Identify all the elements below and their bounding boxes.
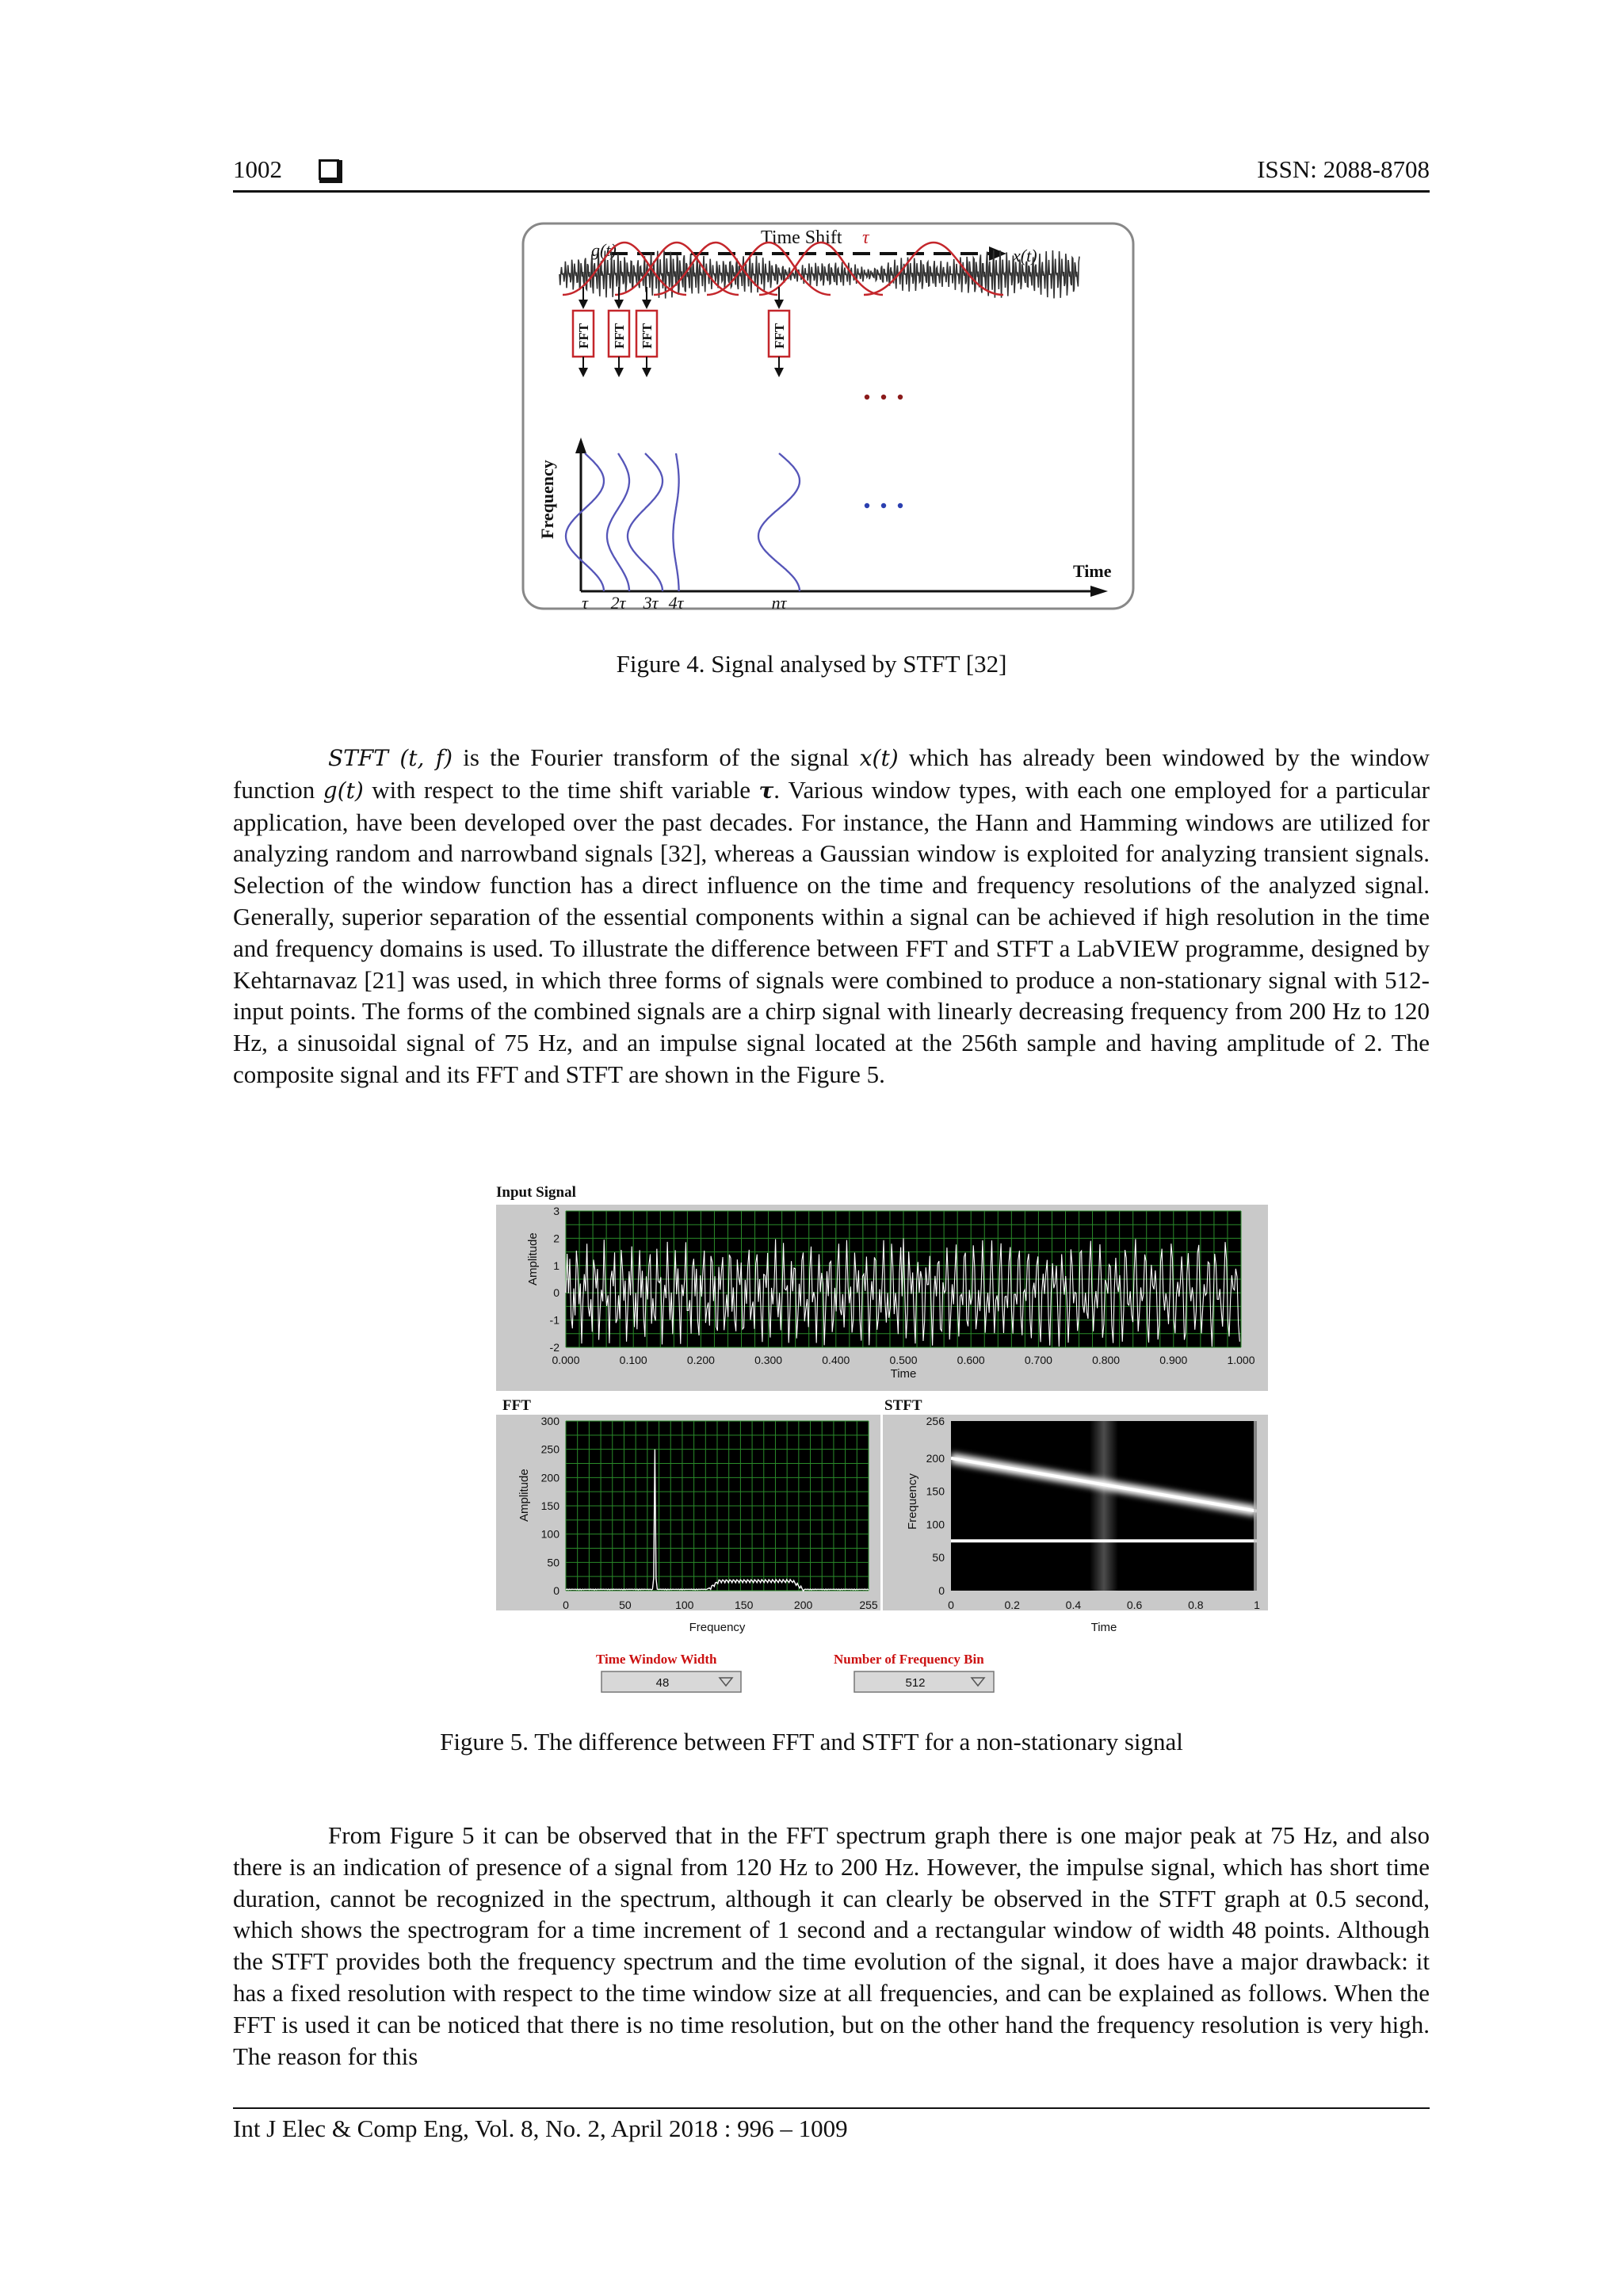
time-tick-label: 4τ — [668, 593, 684, 610]
x-label: x(t) — [1013, 246, 1037, 266]
x-tick-label: 200 — [793, 1599, 813, 1611]
stft-impulse-band — [1090, 1421, 1118, 1591]
paragraph-1: STFT (t, f) is the Fourier transform of the signal x(t) which has already been windowed by the window function g(t) with respect to the time shift variable τ. Various window types, with each one employed for a particular application, have been developed over the past decades. For instance, the Hann and Hamming windows are utilized for analyzing random and narrowband signals [32], whereas a Gaussian window is exploited for analyzing transient signals. Selection of the window function has a direct influence on the time and frequency resolutions of the analyzed signal. Generally, superior separation of the essential components within a signal can be achieved if high resolution in the time and frequency domains is used. To illustrate the difference between FFT and STFT a LabVIEW programme, designed by Kehtarnavaz [21] was used, in which three forms of signals were combined to produce a non-stationary signal with 512-input points. The forms of the combined signals are a chirp signal with linearly decreasing frequency from 200 Hz to 120 Hz, a sinusoidal signal of 75 Hz, and an impulse signal located at the 256th sample and having amplitude of 2. The composite signal and its FFT and STFT are shown in the Figure 5. — [233, 743, 1430, 1088]
y-tick-label: -2 — [549, 1341, 559, 1354]
y-tick-label: 150 — [926, 1484, 945, 1498]
y-tick-label: 100 — [926, 1518, 945, 1531]
input-x-label: Time — [890, 1367, 917, 1381]
x-tick-label: 50 — [619, 1599, 632, 1611]
y-tick-label: 0 — [938, 1584, 945, 1597]
page-header-left — [233, 155, 339, 184]
figure-4-caption: Figure 4. Signal analysed by STFT [32] — [616, 650, 1007, 678]
y-tick-label: 200 — [540, 1471, 559, 1484]
y-tick-label: 0 — [553, 1584, 559, 1597]
fft-block-label: FFT — [612, 323, 627, 349]
frequency-axis-label: Frequency — [537, 460, 557, 539]
y-tick-label: 150 — [540, 1499, 559, 1512]
math-g: g(t) — [323, 777, 364, 804]
freq-bin-value: 512 — [905, 1676, 926, 1690]
math-tau: τ — [758, 777, 774, 804]
figure-5-caption: Figure 5. The difference between FFT and STFT for a non-stationary signal — [440, 1728, 1183, 1755]
time-tick-label: τ — [582, 593, 588, 610]
x-tick-label: 0 — [563, 1599, 569, 1611]
x-tick-label: 0.800 — [1092, 1354, 1121, 1366]
x-tick-label: 0.200 — [686, 1354, 715, 1366]
fft-block-label: FFT — [576, 323, 591, 349]
x-tick-label: 0 — [948, 1599, 954, 1611]
figure-4-stft-diagram — [521, 222, 1135, 610]
math-x: x(t) — [859, 745, 899, 771]
fft-title: FFT — [502, 1397, 531, 1414]
x-tick-label: 255 — [859, 1599, 878, 1611]
y-tick-label: 2 — [553, 1232, 559, 1245]
stft-x-label: Time — [1090, 1621, 1117, 1634]
y-tick-label: 256 — [926, 1415, 945, 1427]
x-tick-label: 0.500 — [889, 1354, 918, 1366]
y-tick-label: 100 — [540, 1527, 559, 1541]
x-tick-label: 0.300 — [754, 1354, 783, 1366]
time-window-select[interactable] — [601, 1671, 741, 1692]
checkbox-glyph-icon — [319, 159, 339, 180]
tau-label: τ — [862, 227, 869, 248]
fft-block-label: FFT — [640, 323, 655, 349]
time-tick-label: nτ — [771, 593, 787, 610]
fft-x-label: Frequency — [689, 1621, 746, 1634]
y-tick-label: -1 — [549, 1313, 559, 1327]
g-label: g(t) — [591, 240, 617, 260]
freq-bin-label: Number of Frequency Bin — [834, 1652, 984, 1667]
x-tick-label: 100 — [675, 1599, 694, 1611]
x-tick-label: 1.000 — [1227, 1354, 1255, 1366]
x-tick-label: 0.4 — [1065, 1599, 1082, 1611]
freq-bin-select[interactable] — [854, 1671, 994, 1692]
x-tick-label: 1 — [1254, 1599, 1260, 1611]
time-axis-label: Time — [1073, 561, 1112, 581]
x-tick-label: 0.000 — [552, 1354, 580, 1366]
x-tick-label: 0.8 — [1188, 1599, 1204, 1611]
fft-block-label: FFT — [772, 323, 787, 349]
time-window-value: 48 — [655, 1676, 670, 1690]
time-tick-label: 3τ — [643, 593, 659, 610]
header-rule — [233, 190, 1430, 193]
math-stft: STFT (t, f) — [328, 745, 453, 771]
fft-y-label: Amplitude — [517, 1469, 531, 1522]
input-y-label: Amplitude — [526, 1232, 540, 1286]
x-tick-label: 0.2 — [1004, 1599, 1020, 1611]
time-tick-label: 2τ — [610, 593, 626, 610]
y-tick-label: 50 — [932, 1551, 945, 1564]
paragraph-2: From Figure 5 it can be observed that in the FFT spectrum graph there is one major peak at 75 Hz, and also there is an indication of presence of a signal from 120 Hz to 200 Hz. However, the impulse signal, which has short time duration, cannot be recognized in the spectrum, although it can clearly be observed in the STFT graph at 0.5 second, which shows the spectrogram for a time increment of 1 second and a rectangular window of width 48 points. Although the STFT provides both the frequency spectrum and the time evolution of the signal, it does have a major drawback: it has a fixed resolution with respect to the time window size at all frequencies, and can be explained as follows. When the FFT is used it can be noticed that there is no time resolution, but on the other hand the frequency resolution is very high. The reason for this — [233, 1821, 1430, 2070]
y-tick-label: 200 — [926, 1451, 945, 1465]
stft-y-label: Frequency — [906, 1473, 919, 1530]
x-tick-label: 0.900 — [1159, 1354, 1188, 1366]
y-tick-label: 1 — [553, 1259, 559, 1272]
page-number: 1002 — [233, 155, 282, 183]
x-tick-label: 0.6 — [1126, 1599, 1143, 1611]
time-window-label: Time Window Width — [596, 1652, 717, 1667]
y-tick-label: 50 — [547, 1556, 559, 1569]
y-tick-label: 0 — [553, 1286, 559, 1300]
y-tick-label: 3 — [553, 1205, 559, 1217]
x-tick-label: 150 — [735, 1599, 754, 1611]
time-shift-label: Time Shift — [761, 227, 842, 248]
issn: ISSN: 2088-8708 — [1257, 155, 1430, 183]
y-tick-label: 300 — [540, 1415, 559, 1427]
x-tick-label: 0.700 — [1024, 1354, 1052, 1366]
footer-rule — [233, 2107, 1430, 2109]
x-tick-label: 0.100 — [619, 1354, 647, 1366]
x-tick-label: 0.400 — [822, 1354, 850, 1366]
stft-title: STFT — [884, 1397, 922, 1414]
x-tick-label: 0.600 — [957, 1354, 985, 1366]
y-tick-label: 250 — [540, 1442, 559, 1456]
input-signal-title: Input Signal — [496, 1184, 576, 1201]
footer-citation: Int J Elec & Comp Eng, Vol. 8, No. 2, April 2018 : 996 – 1009 — [233, 2115, 848, 2142]
figure-5-labview — [496, 1181, 1289, 1696]
